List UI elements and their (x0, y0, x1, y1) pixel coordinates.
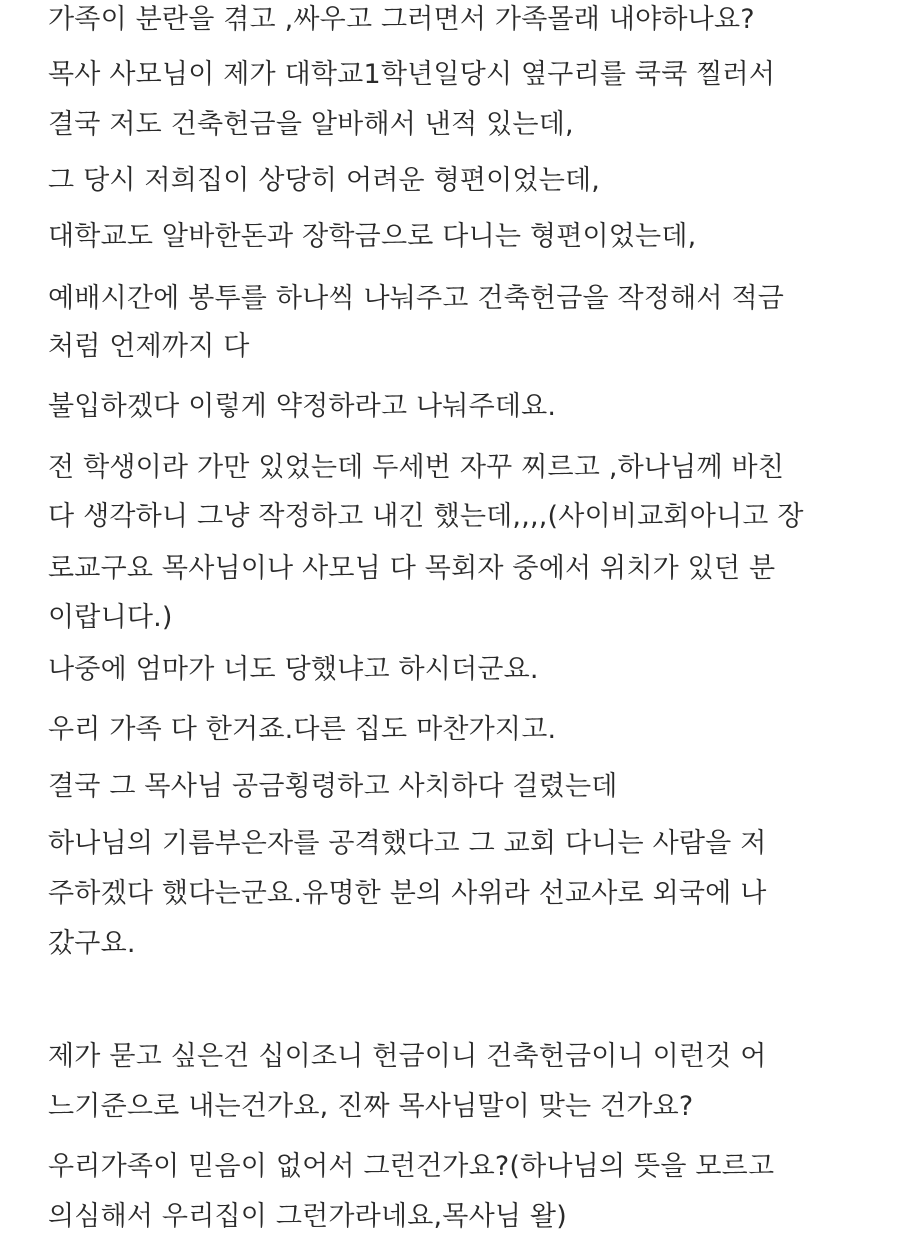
post-line: 불입하겠다 이렇게 약정하라고 나눠주데요. (48, 391, 557, 422)
post-line: 나중에 엄마가 너도 당했냐고 하시더군요. (48, 654, 539, 685)
post-line: 처럼 언제까지 다 (48, 331, 250, 362)
post-line: 이랍니다.) (48, 602, 173, 633)
post-line: 다 생각하니 그냥 작정하고 내긴 했는데,,,,(사이비교회아니고 장 (48, 501, 804, 532)
post-line: 우리가족이 믿음이 없어서 그런건가요?(하나님의 뜻을 모르고 (48, 1151, 775, 1182)
post-line: 목사 사모님이 제가 대학교1학년일당시 옆구리를 쿡쿡 찔러서 (48, 59, 776, 90)
post-line: 느기준으로 내는건가요, 진짜 목사님말이 맞는 건가요? (48, 1091, 694, 1122)
post-line: 대학교도 알바한돈과 장학금으로 다니는 형편이었는데, (48, 221, 697, 252)
post-line: 예배시간에 봉투를 하나씩 나눠주고 건축헌금을 작정해서 적금 (48, 283, 785, 314)
post-line: 가족이 분란을 겪고 ,싸우고 그러면서 가족몰래 내야하나요? (48, 4, 755, 35)
post-line: 전 학생이라 가만 있었는데 두세번 자꾸 찌르고 ,하나님께 바친 (48, 452, 785, 483)
post-line: 결국 저도 건축헌금을 알바해서 낸적 있는데, (48, 109, 574, 140)
post-line: 의심해서 우리집이 그런가라네요,목사님 왈) (48, 1201, 567, 1232)
post-line: 결국 그 목사님 공금횡령하고 사치하다 걸렸는데 (48, 771, 618, 802)
post-line: 하나님의 기름부은자를 공격했다고 그 교회 다니는 사람을 저 (48, 828, 767, 859)
post-line: 그 당시 저희집이 상당히 어려운 형편이었는데, (48, 165, 601, 196)
post-line: 로교구요 목사님이나 사모님 다 목회자 중에서 위치가 있던 분 (48, 553, 776, 584)
post-line: 갔구요. (48, 928, 136, 959)
post-line: 제가 묻고 싶은건 십이조니 헌금이니 건축헌금이니 이런것 어 (48, 1041, 767, 1072)
post-line: 우리 가족 다 한거죠.다른 집도 마찬가지고. (48, 714, 557, 745)
post-line: 주하겠다 했다는군요.유명한 분의 사위라 선교사로 외국에 나 (48, 878, 767, 909)
